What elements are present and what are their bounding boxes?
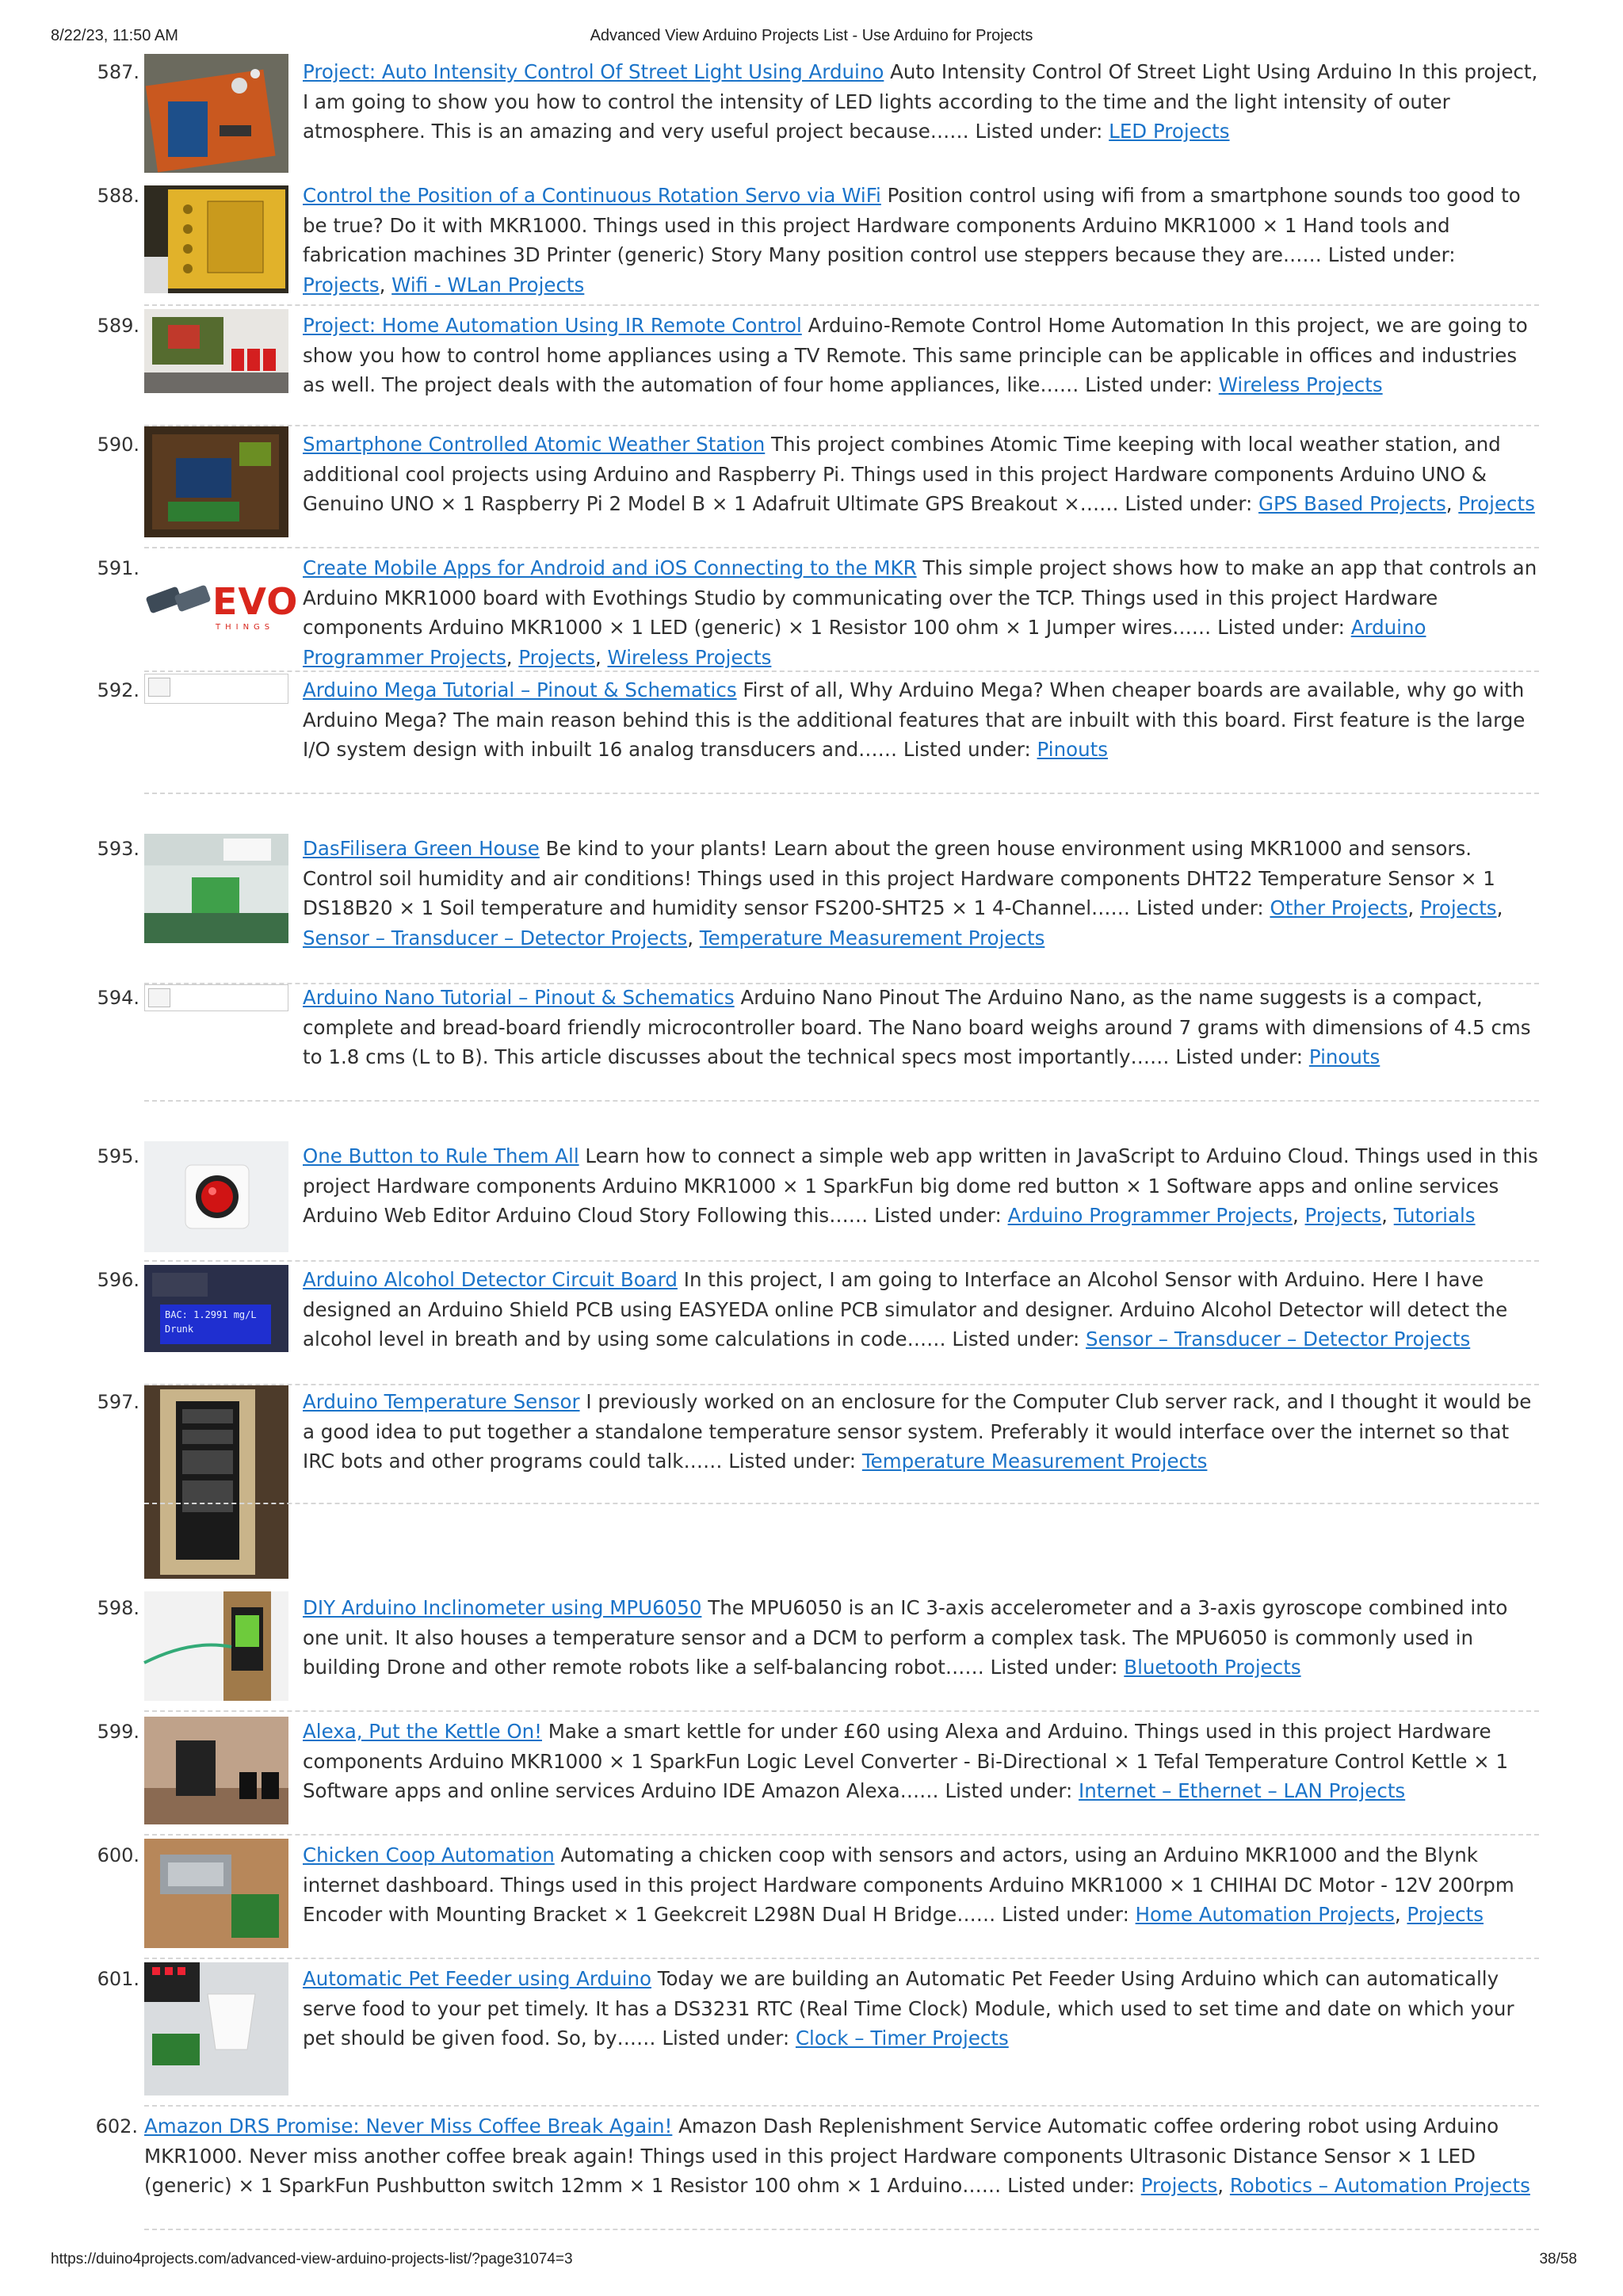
- item-description: [303, 1840, 1539, 1930]
- divider: [144, 793, 1539, 794]
- category-link[interactable]: Other Projects: [1270, 896, 1408, 919]
- item-description: [303, 983, 1539, 1072]
- category-link[interactable]: Projects: [518, 645, 595, 669]
- item-description: [303, 1593, 1539, 1683]
- category-link[interactable]: Pinouts: [1037, 738, 1109, 761]
- lcd-reading: BAC: 1.2991 mg/L: [165, 1309, 257, 1320]
- page-title: Advanced View Arduino Projects List - Use Arduino for Projects: [590, 27, 1033, 44]
- item-number: 596.: [97, 1269, 139, 1291]
- project-summary: Be kind to your plants! Learn about the green house environment using MKR1000 and sensors. Control soil humidity and air conditions! Things used in this project Hardware components DHT22 Temperature Sensor × 1 DS18B20 × 1 Soil temperature and humidity sensor FS200-SHT25 × 1 4-Channel…… Listed under:: [303, 837, 1495, 919]
- category-link[interactable]: Wireless Projects: [607, 645, 772, 669]
- item-number: 598.: [97, 1597, 139, 1619]
- item-description: [303, 1265, 1539, 1354]
- divider: [144, 1958, 1539, 1959]
- divider: [144, 1260, 1539, 1262]
- tag-separator: ,: [1381, 1204, 1394, 1227]
- item-description: [303, 181, 1539, 300]
- broken-image-icon[interactable]: [144, 984, 288, 1011]
- project-thumbnail[interactable]: [144, 1265, 288, 1352]
- category-link[interactable]: LED Projects: [1109, 120, 1230, 143]
- tag-separator: ,: [594, 645, 608, 669]
- project-summary: Auto Intensity Control Of Street Light Using Arduino In this project, I am going to show you how to control the intensity of LED lights according to the time and the light intensity of outer atmosphere. This is an amazing and very useful project because…… Listed under:: [303, 60, 1538, 143]
- category-link[interactable]: Robotics – Automation Projects: [1229, 2174, 1530, 2197]
- divider: [144, 1503, 1539, 1504]
- divider: [144, 1710, 1539, 1712]
- item-description: [303, 1964, 1539, 2053]
- category-link[interactable]: Wifi - WLan Projects: [391, 273, 585, 296]
- tag-separator: ,: [1394, 1903, 1407, 1926]
- project-thumbnail[interactable]: [144, 1141, 288, 1252]
- item-number: 600.: [97, 1844, 139, 1866]
- project-title-link[interactable]: DIY Arduino Inclinometer using MPU6050: [303, 1596, 702, 1619]
- project-summary: I previously worked on an enclosure for the Computer Club server rack, and I thought it would be a good idea to put together a standalone temperature sensor system. Preferably it would interface over the internet so that IRC bots and other programs could talk…… Listed under:: [303, 1390, 1532, 1473]
- category-link[interactable]: Bluetooth Projects: [1124, 1656, 1301, 1679]
- item-description: [303, 1141, 1539, 1231]
- item-number: 595.: [97, 1145, 139, 1167]
- divider: [144, 547, 1539, 548]
- item-description: [303, 57, 1539, 147]
- project-title-link[interactable]: Amazon DRS Promise: Never Miss Coffee Break Again!: [144, 2115, 673, 2137]
- item-number: 587.: [97, 61, 139, 83]
- project-title-link[interactable]: Automatic Pet Feeder using Arduino: [303, 1967, 651, 1990]
- category-link[interactable]: Projects: [1304, 1204, 1382, 1227]
- project-title-link[interactable]: Create Mobile Apps for Android and iOS Connecting to the MKR: [303, 556, 917, 579]
- project-thumbnail[interactable]: [144, 1385, 288, 1579]
- category-link[interactable]: Projects: [1458, 492, 1535, 515]
- item-description: [303, 430, 1539, 519]
- project-title-link[interactable]: Arduino Mega Tutorial – Pinout & Schematics: [303, 678, 737, 701]
- divider: [144, 670, 1539, 672]
- item-description: [144, 2111, 1539, 2201]
- project-summary: In this project, I am going to Interface an Alcohol Sensor with Arduino. Here I have designed an Arduino Shield PCB using EASYEDA online PCB simulator and designer. Arduino Alcohol Detector will detect the alcohol level in breath and by using some calculations in code…… Listed under:: [303, 1268, 1508, 1350]
- tag-separator: ,: [1496, 896, 1503, 919]
- image-placeholder-icon: [148, 678, 170, 697]
- category-link[interactable]: Sensor – Transducer – Detector Projects: [303, 926, 688, 949]
- project-title-link[interactable]: Smartphone Controlled Atomic Weather Station: [303, 433, 766, 456]
- item-description: [303, 553, 1539, 672]
- evothings-logo: EVO: [212, 580, 299, 623]
- item-description: [303, 311, 1539, 400]
- tag-separator: ,: [379, 273, 392, 296]
- category-link[interactable]: Projects: [1419, 896, 1497, 919]
- project-summary: The MPU6050 is an IC 3-axis accelerometer and a 3-axis gyroscope combined into one unit. It also houses a temperature sensor and a DCM to perform a complex task. The MPU6050 is commonly used in building Drone and other remote robots like a self-balancing robot…… Listed under:: [303, 1596, 1508, 1679]
- project-thumbnail[interactable]: [144, 1839, 288, 1948]
- item-number: 591.: [97, 557, 139, 579]
- item-number: 592.: [97, 679, 139, 701]
- page-url: https://duino4projects.com/advanced-view-arduino-projects-list/?page31074=3: [51, 2251, 573, 2267]
- category-link[interactable]: Home Automation Projects: [1135, 1903, 1395, 1926]
- project-title-link[interactable]: Project: Home Automation Using IR Remote Control: [303, 314, 802, 337]
- item-number: 602.: [95, 2115, 138, 2137]
- tag-separator: ,: [1445, 492, 1459, 515]
- project-title-link[interactable]: Alexa, Put the Kettle On!: [303, 1720, 542, 1743]
- project-title-link[interactable]: Arduino Alcohol Detector Circuit Board: [303, 1268, 678, 1291]
- print-datetime: 8/22/23, 11:50 AM: [51, 27, 178, 44]
- project-summary: This project combines Atomic Time keeping with local weather station, and additional cool projects using Arduino and Raspberry Pi. Things used in this project Hardware components Arduino UNO & Genuino UNO × 1 Raspberry Pi 2 Model B × 1 Adafruit Ultimate GPS Breakout ×…… Listed under:: [303, 433, 1501, 515]
- project-thumbnail[interactable]: [144, 309, 288, 393]
- item-number: 588.: [97, 185, 139, 207]
- lcd-status: Drunk: [165, 1324, 194, 1335]
- category-link[interactable]: Temperature Measurement Projects: [861, 1450, 1208, 1473]
- category-link[interactable]: Arduino Programmer Projects: [303, 616, 1426, 669]
- item-description: [303, 1387, 1539, 1477]
- project-summary: First of all, Why Arduino Mega? When cheaper boards are available, why go with Arduino Mega? The main reason behind this is the additional features that are inbuilt with this board. First feature is the large I/O system design with inbuilt 16 analog transducers and…… Listed under:: [303, 678, 1526, 761]
- project-thumbnail[interactable]: [144, 54, 288, 173]
- item-description: [303, 675, 1539, 765]
- project-title-link[interactable]: Chicken Coop Automation: [303, 1843, 555, 1866]
- item-number: 590.: [97, 434, 139, 456]
- item-number: 589.: [97, 315, 139, 337]
- item-description: [303, 1717, 1539, 1806]
- project-summary: Arduino Nano Pinout The Arduino Nano, as the name suggests is a compact, complete and bread-board friendly microcontroller board. The Nano board weighs around 7 grams with dimensions of 4.5 cms to 1.8 cms (L to B). This article discusses about the technical specs most importantly…… Listed under:: [303, 986, 1531, 1068]
- category-link[interactable]: Arduino Programmer Projects: [1007, 1204, 1293, 1227]
- project-summary: Automating a chicken coop with sensors and actors, using an Arduino MKR1000 and the Blynk internet dashboard. Things used in this project Hardware components Arduino MKR1000 × 1 CHIHAI DC Motor - 12V 200rpm Encoder with Mounting Bracket × 1 Geekcreit L298N Dual H Bridge…… Listed under:: [303, 1843, 1514, 1926]
- project-summary: Amazon Dash Replenishment Service Automatic coffee ordering robot using Arduino MKR1000. Never miss another coffee break again! Things used in this project Hardware components Ultrasonic Distance Sensor × 1 LED (generic) × 1 SparkFun Pushbutton switch 12mm × 1 Resistor 100 ohm × 1 Arduino…… Listed under:: [144, 2115, 1499, 2197]
- divider: [144, 1384, 1539, 1385]
- item-description: [303, 834, 1539, 953]
- project-title-link[interactable]: One Button to Rule Them All: [303, 1144, 579, 1167]
- project-summary: Learn how to connect a simple web app written in JavaScript to Arduino Cloud. Things used in this project Hardware components Arduino MKR1000 × 1 SparkFun big dome red button × 1 Software apps and online services Arduino Web Editor Arduino Cloud Story Following this…… Listed under:: [303, 1144, 1538, 1227]
- category-link[interactable]: Tutorials: [1393, 1204, 1476, 1227]
- tag-separator: ,: [1407, 896, 1420, 919]
- category-link[interactable]: Temperature Measurement Projects: [699, 926, 1045, 949]
- project-summary: This simple project shows how to make an app that controls an Arduino MKR1000 board with Evothings Studio by communicating over the TCP. Things used in this project Hardware components Arduino MKR1000 × 1 LED (generic) × 1 Resistor 100 ohm × 1 Jumper wires…… Listed under:: [303, 556, 1537, 639]
- item-number: 601.: [97, 1968, 139, 1990]
- category-link[interactable]: Pinouts: [1308, 1045, 1381, 1068]
- broken-image-icon[interactable]: [144, 674, 288, 704]
- tag-separator: ,: [1217, 2174, 1230, 2197]
- item-number: 597.: [97, 1391, 139, 1413]
- item-number: 593.: [97, 838, 139, 860]
- project-summary: Arduino-Remote Control Home Automation In this project, we are going to show you how to control home appliances using a TV Remote. This same principle can be applicable in offices and industries as well. The project deals with the automation of four home appliances, like…… Listed under:: [303, 314, 1528, 396]
- project-title-link[interactable]: Control the Position of a Continuous Rotation Servo via WiFi: [303, 184, 881, 207]
- category-link[interactable]: Projects: [303, 273, 380, 296]
- tag-separator: ,: [1292, 1204, 1305, 1227]
- divider: [144, 1100, 1539, 1102]
- evothings-logo-subtext: THINGS: [216, 623, 275, 632]
- project-thumbnail[interactable]: [144, 185, 288, 293]
- category-link[interactable]: Projects: [1140, 2174, 1218, 2197]
- category-link[interactable]: Internet – Ethernet – LAN Projects: [1079, 1779, 1406, 1802]
- page-number: 38/58: [1539, 2251, 1577, 2267]
- project-title-link[interactable]: Project: Auto Intensity Control Of Street Light Using Arduino: [303, 60, 884, 83]
- project-summary: Today we are building an Automatic Pet Feeder Using Arduino which can automatically serve food to your pet timely. It has a DS3231 RTC (Real Time Clock) Module, which used to set time and date on which your pet should be given food. So, by…… Listed under:: [303, 1967, 1514, 2050]
- project-thumbnail[interactable]: [144, 1591, 288, 1701]
- category-link[interactable]: Wireless Projects: [1218, 373, 1383, 396]
- item-number: 594.: [97, 987, 139, 1009]
- divider: [144, 1834, 1539, 1836]
- divider: [144, 425, 1539, 426]
- image-placeholder-icon: [148, 988, 170, 1007]
- category-link[interactable]: Projects: [1407, 1903, 1484, 1926]
- project-thumbnail[interactable]: [144, 834, 288, 943]
- project-summary: Make a smart kettle for under £60 using Alexa and Arduino. Things used in this project Hardware components Arduino MKR1000 × 1 SparkFun Logic Level Converter - Bi-Directional × 1 Tefal Temperature Control Kettle × 1 Software apps and online services Arduino IDE Amazon Alexa…… Listed under:: [303, 1720, 1509, 1802]
- tag-separator: ,: [506, 645, 519, 669]
- project-thumbnail[interactable]: [144, 1962, 288, 2095]
- project-thumbnail[interactable]: [144, 426, 288, 537]
- project-summary: Position control using wifi from a smartphone sounds too good to be true? Do it with MKR1000. Things used in this project Hardware components Arduino MKR1000 × 1 Hand tools and fabrication machines 3D Printer (generic) Story Many position control use steppers because they are…… Listed under:: [303, 184, 1521, 266]
- project-thumbnail[interactable]: [144, 550, 299, 661]
- item-number: 599.: [97, 1721, 139, 1743]
- category-link[interactable]: Sensor – Transducer – Detector Projects: [1086, 1328, 1471, 1350]
- category-link[interactable]: Clock – Timer Projects: [795, 2027, 1009, 2050]
- project-title-link[interactable]: DasFilisera Green House: [303, 837, 540, 860]
- project-title-link[interactable]: Arduino Temperature Sensor: [303, 1390, 580, 1413]
- project-title-link[interactable]: Arduino Nano Tutorial – Pinout & Schematics: [303, 986, 735, 1009]
- category-link[interactable]: GPS Based Projects: [1258, 492, 1446, 515]
- divider: [144, 2105, 1539, 2107]
- tag-separator: ,: [687, 926, 700, 949]
- divider: [144, 2229, 1539, 2230]
- divider: [144, 304, 1539, 306]
- project-thumbnail[interactable]: [144, 1717, 288, 1824]
